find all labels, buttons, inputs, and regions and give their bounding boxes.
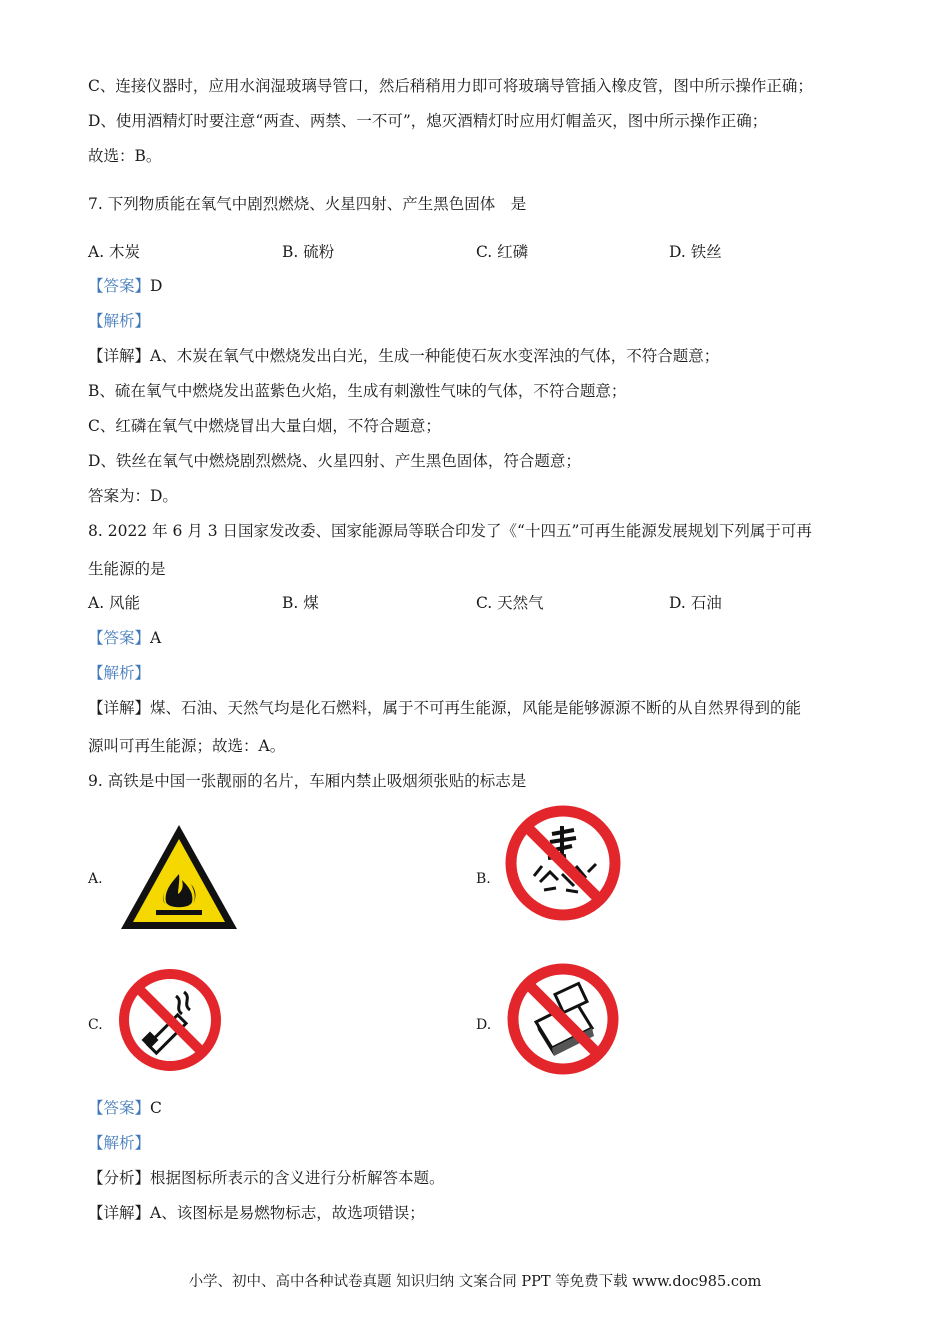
q7-option-b: B. 硫粉 (282, 243, 335, 261)
no-fireworks-icon (504, 804, 622, 922)
question-8-stem-1: 8. 2022 年 6 月 3 日国家发改委、国家能源局等联合印发了《“十四五”可再生能源发展规划下列属于可再 (88, 522, 812, 540)
answer-tag: 【答案】 (88, 277, 151, 295)
page-footer: 小学、初中、高中各种试卷真题 知识归纳 文案合同 PPT 等免费下载 www.doc985.com (188, 1274, 762, 1290)
detail-text: A、该图标是易燃物标志，故选项错误； (150, 1204, 425, 1222)
q7-option-a: A. 木炭 (88, 243, 141, 261)
q7-detail-4: D、铁丝在氧气中燃烧剧烈燃烧、火星四射、产生黑色固体，符合题意； (88, 452, 581, 470)
q7-detail-3: C、红磷在氧气中燃烧冒出大量白烟，不符合题意； (88, 417, 441, 435)
q8-answer (88, 628, 161, 648)
q8-analysis-tag: 【解析】 (88, 664, 151, 682)
q7-analysis-tag: 【解析】 (88, 312, 151, 330)
fenxi-tag: 【分析】 (88, 1169, 151, 1187)
no-matches-icon (506, 962, 620, 1076)
q7-conclusion: 答案为：D。 (88, 487, 178, 505)
q9-analysis-tag: 【解析】 (88, 1134, 151, 1152)
q8-detail-2: 源叫可再生能源；故选：A。 (88, 737, 286, 755)
detail-tag: 【详解】 (88, 1204, 151, 1222)
q7-detail-1 (88, 346, 719, 366)
answer-tag: 【答案】 (88, 1099, 151, 1117)
q7-option-c: C. 红磷 (476, 243, 529, 261)
answer-value: C (150, 1099, 162, 1117)
text-line: 故选：B。 (88, 147, 162, 165)
fenxi-text: 根据图标所表示的含义进行分析解答本题。 (150, 1169, 445, 1187)
detail-text: A、木炭在氧气中燃烧发出白光，生成一种能使石灰水变浑浊的气体，不符合题意； (150, 347, 720, 365)
detail-tag: 【详解】 (88, 699, 151, 717)
q8-detail-1 (88, 698, 801, 718)
q9-option-a-label: A. (88, 871, 103, 887)
q8-option-c: C. 天然气 (476, 594, 544, 612)
q7-option-d: D. 铁丝 (669, 243, 722, 261)
q9-option-d-label: D. (476, 1017, 492, 1033)
q9-fenxi (88, 1168, 445, 1188)
q7-answer (88, 276, 162, 296)
detail-text: 煤、石油、天然气均是化石燃料，属于不可再生能源，风能是能够源源不断的从自然界得到的能 (150, 699, 802, 717)
flammable-warning-icon (118, 822, 240, 932)
question-8-stem-2: 生能源的是 (88, 560, 166, 578)
question-9-stem: 9. 高铁是中国一张靓丽的名片，车厢内禁止吸烟须张贴的标志是 (88, 772, 527, 790)
q9-answer (88, 1098, 162, 1118)
q9-option-c-label: C. (88, 1017, 103, 1033)
q8-option-a: A. 风能 (88, 594, 141, 612)
q9-option-b-label: B. (476, 871, 491, 887)
no-smoking-icon (118, 968, 222, 1072)
answer-value: D (150, 277, 163, 295)
text-line: D、使用酒精灯时要注意“两查、两禁、一不可”，熄灭酒精灯时应用灯帽盖灭，图中所示操作正确； (88, 112, 768, 130)
q9-detail-1 (88, 1203, 425, 1223)
detail-tag: 【详解】 (88, 347, 151, 365)
text-line: C、连接仪器时，应用水润湿玻璃导管口，然后稍稍用力即可将玻璃导管插入橡皮管，图中所示操作正确； (88, 77, 813, 95)
answer-value: A (150, 629, 162, 647)
question-7-stem: 7. 下列物质能在氧气中剧烈燃烧、火星四射、产生黑色固体 是 (88, 195, 527, 213)
q8-option-d: D. 石油 (669, 594, 722, 612)
q8-option-b: B. 煤 (282, 594, 319, 612)
answer-tag: 【答案】 (88, 629, 151, 647)
q7-detail-2: B、硫在氧气中燃烧发出蓝紫色火焰，生成有刺激性气味的气体，不符合题意； (88, 382, 627, 400)
